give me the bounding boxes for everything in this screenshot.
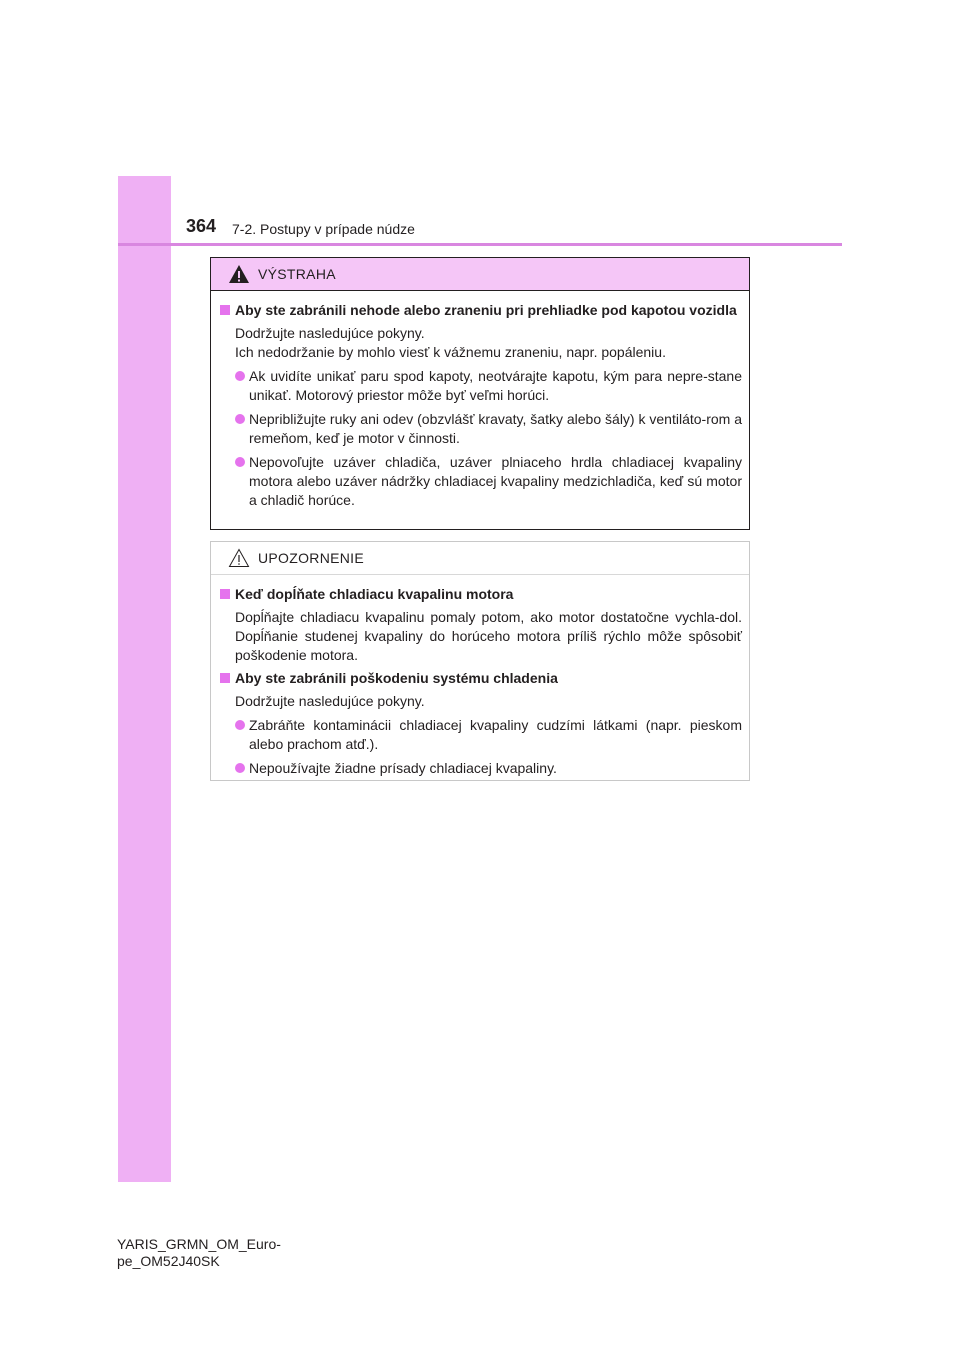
round-bullet-icon xyxy=(235,414,245,424)
notice-body xyxy=(211,575,749,778)
warning-box xyxy=(210,257,750,530)
page-number: 364 xyxy=(186,216,217,236)
warning-title: VÝSTRAHA xyxy=(258,265,336,282)
list-item xyxy=(220,716,742,754)
warning-body xyxy=(211,291,749,510)
side-tab-bar xyxy=(118,176,171,1182)
warning-box-header xyxy=(211,258,749,291)
notice-heading-text: Aby ste zabránili poškodeniu systému chladenia xyxy=(235,670,558,686)
list-item-text: Nepovoľujte uzáver chladiča, uzáver plniaceho hrdla chladiacej kvapaliny motora alebo uzáver nádržky chladiacej kvapaliny medzichladiča, keď sú motor a chladič horúce. xyxy=(249,454,742,508)
warning-intro-1: Dodržujte nasledujúce pokyny. xyxy=(235,325,425,341)
round-bullet-icon xyxy=(235,371,245,381)
header-rule xyxy=(118,243,842,246)
section-title: 7-2. Postupy v prípade núdze xyxy=(232,221,415,237)
footer-line-1: YARIS_GRMN_OM_Euro- xyxy=(117,1236,281,1252)
warning-triangle-filled-icon xyxy=(228,264,250,284)
list-item xyxy=(220,410,742,448)
warning-heading xyxy=(220,301,742,320)
notice-text-2: Dodržujte nasledujúce pokyny. xyxy=(235,693,425,709)
notice-box-header xyxy=(211,542,749,575)
notice-box xyxy=(210,541,750,781)
round-bullet-icon xyxy=(235,763,245,773)
warning-triangle-outline-icon xyxy=(228,548,250,568)
round-bullet-icon xyxy=(235,457,245,467)
list-item xyxy=(220,367,742,405)
warning-heading-text: Aby ste zabránili nehode alebo zraneniu pri prehliadke pod kapotou vozidla xyxy=(235,302,737,318)
notice-title: UPOZORNENIE xyxy=(258,549,364,566)
notice-heading-1 xyxy=(220,585,742,604)
warning-intro-2: Ich nedodržanie by mohlo viesť k vážnemu zraneniu, napr. popáleniu. xyxy=(235,344,666,360)
notice-heading-text: Keď dopĺňate chladiacu kvapalinu motora xyxy=(235,586,514,602)
notice-heading-2 xyxy=(220,669,742,688)
square-bullet-icon xyxy=(220,305,230,315)
square-bullet-icon xyxy=(220,589,230,599)
document-footer xyxy=(117,1236,281,1270)
round-bullet-icon xyxy=(235,720,245,730)
footer-line-2: pe_OM52J40SK xyxy=(117,1253,220,1269)
notice-text-1: Dopĺňajte chladiacu kvapalinu pomaly potom, ako motor dostatočne vychla-dol. Dopĺňanie studenej kvapaliny do horúceho motora príliš rýchlo môže spôsobiť poškodenie motora. xyxy=(235,609,742,663)
square-bullet-icon xyxy=(220,673,230,683)
list-item-text: Nepoužívajte žiadne prísady chladiacej kvapaliny. xyxy=(249,760,557,776)
list-item-text: Nepribližujte ruky ani odev (obzvlášť kravaty, šatky alebo šály) k ventiláto-rom a remeňom, keď je motor v činnosti. xyxy=(249,411,742,446)
list-item xyxy=(220,453,742,510)
list-item-text: Ak uvidíte unikať paru spod kapoty, neotvárajte kapotu, kým para nepre-stane unikať. Motorový priestor môže byť veľmi horúci. xyxy=(249,368,742,403)
list-item-text: Zabráňte kontaminácii chladiacej kvapaliny cudzími látkami (napr. pieskom alebo prachom atď.). xyxy=(249,717,742,752)
list-item xyxy=(220,759,742,778)
